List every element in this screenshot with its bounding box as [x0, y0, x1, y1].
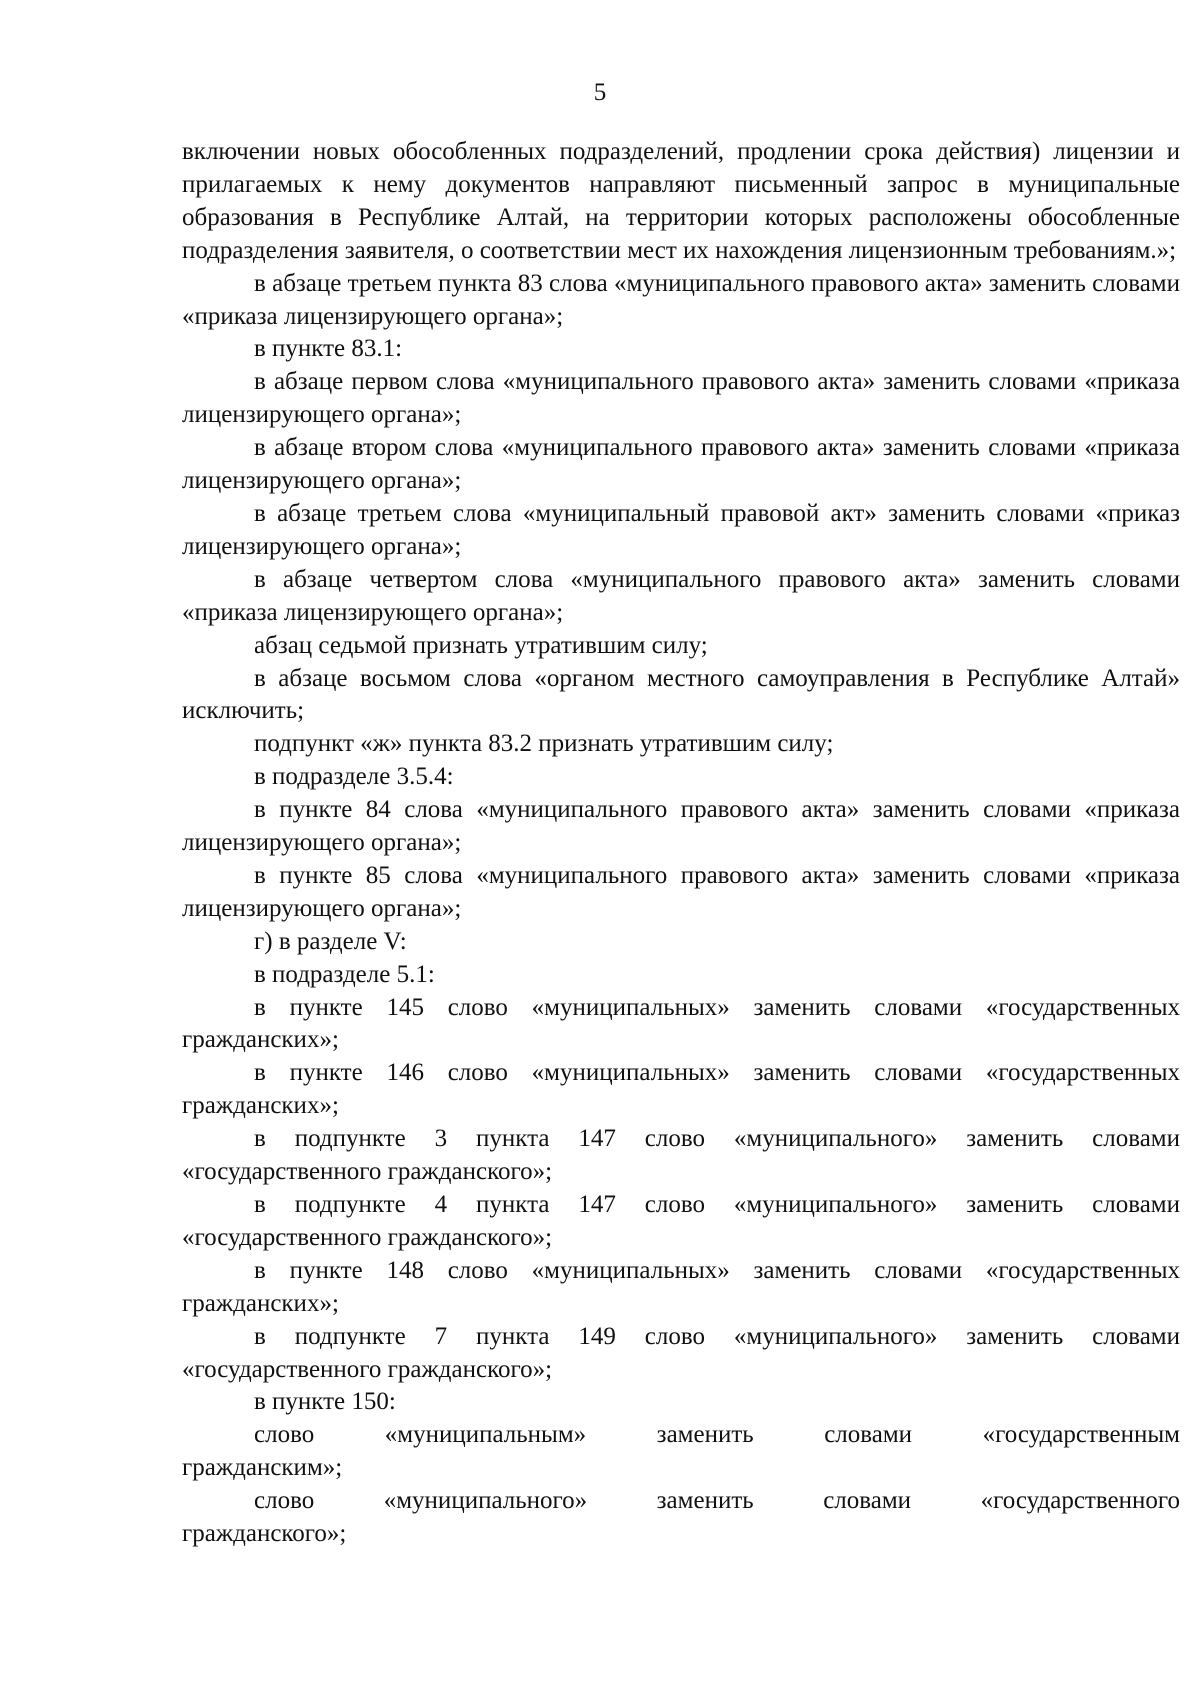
- paragraph: в абзаце третьем слова «муниципальный правовой акт» заменить словами «приказ лицензирующего органа»;: [182, 499, 1180, 560]
- paragraph-spread-head: слово «муниципального» заменить словами «государственного: [254, 1487, 1180, 1515]
- paragraph: в пункте 145 слово «муниципальных» заменить словами «государственных гражданских»;: [182, 993, 1180, 1054]
- paragraph: в подпункте 4 пункта 147 слово «муниципального» заменить словами «государственного гражданского»;: [182, 1191, 1180, 1251]
- paragraph-spread-head: слово «муниципальным» заменить словами «государственным: [254, 1421, 1180, 1449]
- paragraph: в пункте 83.1:: [254, 335, 403, 363]
- paragraph: в абзаце втором слова «муниципального правового акта» заменить словами «приказа лицензирующего органа»;: [182, 434, 1180, 495]
- paragraph: в пункте 146 слово «муниципальных» заменить словами «государственных гражданских»;: [182, 1059, 1180, 1120]
- paragraph-spread-tail: гражданским»;: [182, 1454, 343, 1482]
- document-body: [182, 136, 1180, 1551]
- paragraph: в пункте 148 слово «муниципальных» заменить словами «государственных гражданских»;: [182, 1256, 1180, 1317]
- paragraph: в подпункте 7 пункта 149 слово «муниципального» заменить словами «государственного гражданского»;: [182, 1322, 1180, 1383]
- paragraph: подпункт «ж» пункта 83.2 признать утратившим силу;: [254, 730, 834, 758]
- paragraph: в подпункте 3 пункта 147 слово «муниципального» заменить словами «государственного гражданского»;: [182, 1125, 1180, 1186]
- paragraph-spread: [182, 1485, 1180, 1551]
- paragraph: в пункте 84 слова «муниципального правового акта» заменить словами «приказа лицензирующего органа»;: [182, 796, 1180, 857]
- paragraph: в подразделе 3.5.4:: [254, 763, 454, 791]
- paragraph: в абзаце третьем пункта 83 слова «муниципального правового акта» заменить словами «приказа лицензирующего органа»;: [182, 269, 1180, 330]
- paragraph: г) в разделе V:: [254, 927, 407, 955]
- paragraph: в абзаце восьмом слова «органом местного самоуправления в Республике Алтай» исключить;: [182, 664, 1180, 725]
- paragraph: в пункте 150:: [254, 1388, 396, 1416]
- paragraph: в абзаце четвертом слова «муниципального правового акта» заменить словами «приказа лицензирующего органа»;: [182, 565, 1180, 626]
- paragraph-continuation: включении новых обособленных подразделений, продлении срока действия) лицензии и прилагаемых к нему документов направляют письменный запрос в муниципальные образования в Республике Алтай, на территории которых расположены обособленные подразделения заявителя, о соответствии мест их нахождения лицензионным требованиям.»;: [182, 138, 1180, 264]
- paragraph: в абзаце первом слова «муниципального правового акта» заменить словами «приказа лицензирующего органа»;: [182, 368, 1180, 429]
- paragraph: абзац седьмой признать утратившим силу;: [254, 631, 708, 659]
- paragraph-spread-tail: гражданского»;: [182, 1520, 347, 1548]
- paragraph-spread: [182, 1419, 1180, 1485]
- paragraph: в подразделе 5.1:: [254, 960, 435, 988]
- page-number: 5: [593, 79, 607, 106]
- paragraph: в пункте 85 слова «муниципального правового акта» заменить словами «приказа лицензирующего органа»;: [182, 861, 1180, 922]
